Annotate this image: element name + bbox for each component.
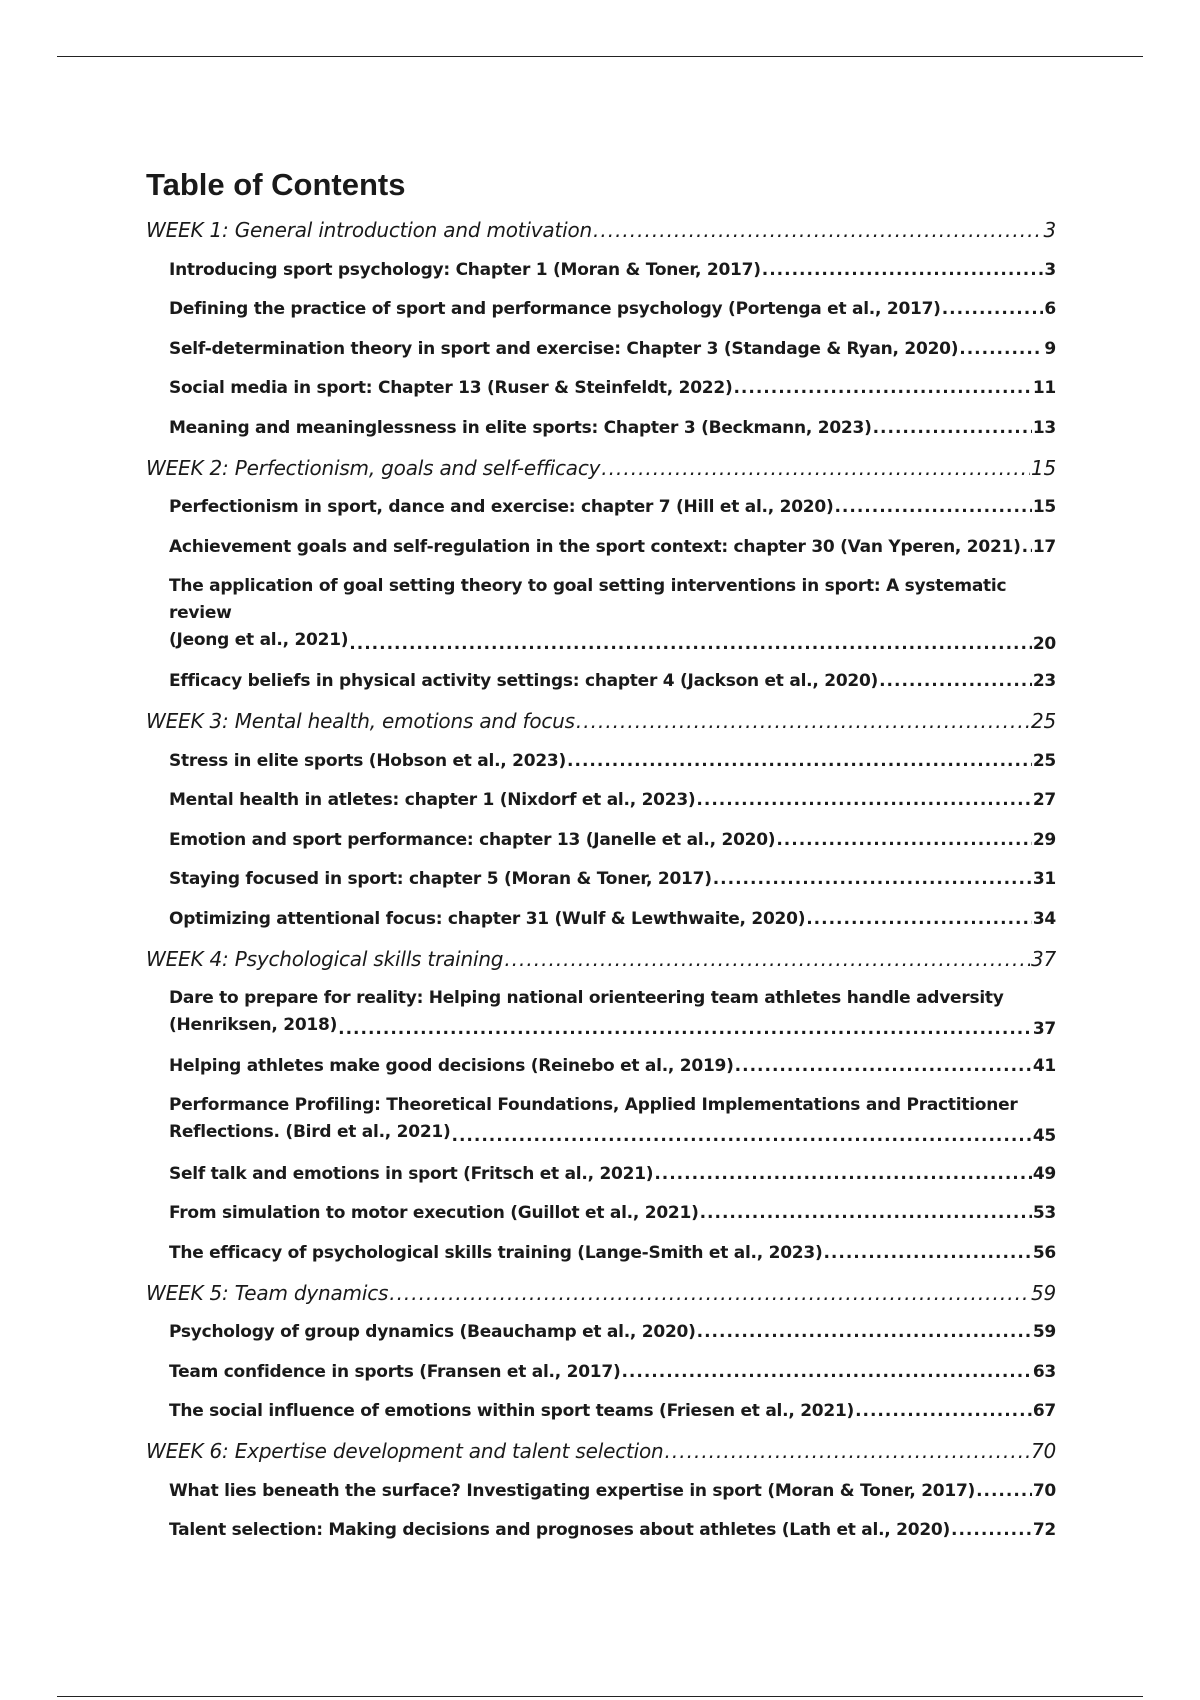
toc-entry[interactable] xyxy=(146,527,1056,567)
toc-entry-title: Helping athletes make good decisions (Reinebo et al., 2019) xyxy=(169,1056,734,1077)
toc-entry-title: Meaning and meaninglessness in elite sports: Chapter 3 (Beckmann, 2023) xyxy=(169,417,872,438)
toc-entry[interactable] xyxy=(146,1392,1056,1432)
toc-entry[interactable] xyxy=(146,1313,1056,1353)
toc-page-number: 70 xyxy=(1032,1480,1056,1501)
toc-page-number: 6 xyxy=(1044,299,1056,320)
dot-leader xyxy=(879,671,1032,691)
toc-entry[interactable] xyxy=(146,741,1056,781)
toc-page-number: 15 xyxy=(1030,455,1056,480)
toc-entry-title: Perfectionism in sport, dance and exercise: chapter 7 (Hill et al., 2020) xyxy=(169,497,834,518)
toc-heading: Table of Contents xyxy=(146,167,406,202)
toc-entry[interactable] xyxy=(146,1352,1056,1392)
toc-page-number: 15 xyxy=(1032,497,1056,518)
toc-entry[interactable] xyxy=(146,1233,1056,1273)
toc-entry[interactable] xyxy=(146,820,1056,860)
toc-entry-title: Stress in elite sports (Hobson et al., 2023) xyxy=(169,750,567,771)
toc-entry-title: The application of goal setting theory to goal setting interventions in sport: A systematic review xyxy=(169,575,1007,623)
toc-page-number: 27 xyxy=(1032,790,1056,811)
dot-leader xyxy=(713,869,1032,889)
toc-week-entry[interactable] xyxy=(146,1273,1056,1313)
toc-week-entry[interactable] xyxy=(146,1431,1056,1471)
toc-entry[interactable] xyxy=(146,1047,1056,1087)
dot-leader xyxy=(733,378,1031,398)
toc-entry-title: The social influence of emotions within sport teams (Friesen et al., 2021) xyxy=(169,1401,855,1422)
toc-page-number: 49 xyxy=(1032,1163,1056,1184)
toc-entry[interactable] xyxy=(146,1511,1056,1551)
toc-page-number: 23 xyxy=(1032,671,1056,692)
toc-entry-title: Performance Profiling: Theoretical Foundations, Applied Implementations and Practitioner xyxy=(169,1095,1018,1115)
dot-leader xyxy=(389,1281,1030,1305)
toc-page-number: 17 xyxy=(1032,536,1056,557)
dot-leader xyxy=(504,947,1030,971)
toc-entry[interactable] xyxy=(146,567,1056,662)
toc-entry[interactable] xyxy=(146,250,1056,290)
dot-leader xyxy=(696,790,1031,810)
toc-page-number: 13 xyxy=(1032,417,1056,438)
toc-page-number: 59 xyxy=(1030,1280,1056,1305)
dot-leader xyxy=(873,418,1032,438)
toc-entry-title: Team confidence in sports (Fransen et al., 2017) xyxy=(169,1361,621,1382)
toc-entry-title: Dare to prepare for reality: Helping national orienteering team athletes handle adversity xyxy=(169,987,1004,1008)
toc-entry-title: Mental health in atletes: chapter 1 (Nixdorf et al., 2023) xyxy=(169,790,696,811)
toc-page-number: 67 xyxy=(1032,1401,1056,1422)
toc-entry-title-cont: (Henriksen, 2018) xyxy=(169,1014,338,1035)
dot-leader xyxy=(567,751,1032,771)
toc-entry[interactable] xyxy=(146,662,1056,702)
dot-leader xyxy=(823,1243,1031,1263)
toc-page-number: 37 xyxy=(1030,946,1056,971)
toc-page-number: 72 xyxy=(1032,1520,1056,1541)
toc-week-entry[interactable] xyxy=(146,210,1056,250)
dot-leader xyxy=(349,633,1032,653)
table-of-contents xyxy=(146,165,1056,1550)
toc-entry-title: WEEK 2: Perfectionism, goals and self-efficacy xyxy=(146,455,601,480)
dot-leader xyxy=(452,1126,1032,1146)
toc-entry-title: WEEK 3: Mental health, emotions and focus xyxy=(146,709,575,733)
toc-entry[interactable] xyxy=(146,290,1056,330)
toc-entry[interactable] xyxy=(146,899,1056,939)
dot-leader xyxy=(942,299,1044,319)
toc-entry-title: The efficacy of psychological skills training (Lange-Smith et al., 2023) xyxy=(169,1242,823,1263)
toc-page-number: 37 xyxy=(1032,1018,1056,1039)
toc-entry[interactable] xyxy=(146,781,1056,821)
dot-leader xyxy=(338,1018,1032,1038)
dot-leader xyxy=(654,1164,1032,1184)
toc-page-number: 70 xyxy=(1030,1439,1056,1463)
dot-leader xyxy=(665,1439,1030,1463)
toc-entry[interactable] xyxy=(146,329,1056,369)
toc-entry-title: Achievement goals and self-regulation in the sport context: chapter 30 (Van Yperen, 2021) xyxy=(169,536,1021,557)
toc-page-number: 34 xyxy=(1032,908,1056,929)
toc-entry-title: From simulation to motor execution (Guillot et al., 2021) xyxy=(169,1203,699,1224)
toc-page-number: 3 xyxy=(1043,218,1056,242)
dot-leader xyxy=(806,909,1032,929)
dot-leader xyxy=(697,1322,1032,1342)
dot-leader xyxy=(601,456,1030,480)
toc-page-number: 29 xyxy=(1032,829,1056,850)
dot-leader xyxy=(976,1481,1032,1501)
toc-entry[interactable] xyxy=(146,1086,1056,1154)
toc-entry-title: WEEK 1: General introduction and motivation xyxy=(146,218,592,242)
toc-entry[interactable] xyxy=(146,488,1056,528)
toc-entry-title-cont: (Jeong et al., 2021) xyxy=(169,629,349,650)
toc-entry[interactable] xyxy=(146,369,1056,409)
toc-page-number: 3 xyxy=(1044,259,1056,280)
toc-entry-title: Efficacy beliefs in physical activity settings: chapter 4 (Jackson et al., 2020) xyxy=(169,671,879,692)
toc-entry[interactable] xyxy=(146,408,1056,448)
dot-leader xyxy=(951,1520,1032,1540)
toc-page-number: 56 xyxy=(1032,1242,1056,1263)
toc-page-number: 25 xyxy=(1032,750,1056,771)
toc-entry-title: Optimizing attentional focus: chapter 31 (Wulf & Lewthwaite, 2020) xyxy=(169,908,806,929)
toc-page-number: 20 xyxy=(1032,633,1056,654)
toc-entry-title: Emotion and sport performance: chapter 13 (Janelle et al., 2020) xyxy=(169,829,776,850)
toc-entry-title: What lies beneath the surface? Investigating expertise in sport (Moran & Toner, 2017) xyxy=(169,1480,976,1501)
toc-week-entry[interactable] xyxy=(146,701,1056,741)
dot-leader xyxy=(576,709,1030,733)
toc-page-number: 41 xyxy=(1032,1056,1056,1077)
toc-page-number: 9 xyxy=(1044,338,1056,359)
toc-week-entry[interactable] xyxy=(146,448,1056,488)
toc-page-number: 53 xyxy=(1032,1203,1056,1224)
toc-page-number: 63 xyxy=(1032,1361,1056,1382)
toc-entry-title: Staying focused in sport: chapter 5 (Moran & Toner, 2017) xyxy=(169,869,712,890)
toc-page-number: 45 xyxy=(1032,1126,1056,1146)
dot-leader xyxy=(735,1056,1032,1076)
dot-leader xyxy=(593,218,1042,242)
toc-entry-title: Social media in sport: Chapter 13 (Ruser & Steinfeldt, 2022) xyxy=(169,378,733,399)
toc-entry-title: Psychology of group dynamics (Beauchamp et al., 2020) xyxy=(169,1322,696,1343)
dot-leader xyxy=(1022,537,1032,557)
toc-week-entry[interactable] xyxy=(146,939,1056,979)
dot-leader xyxy=(762,260,1044,280)
toc-entry-title: Self talk and emotions in sport (Fritsch et al., 2021) xyxy=(169,1163,654,1184)
dot-leader xyxy=(834,497,1031,517)
toc-entry-title: Defining the practice of sport and performance psychology (Portenga et al., 2017) xyxy=(169,299,941,320)
dot-leader xyxy=(700,1203,1032,1223)
toc-entry[interactable] xyxy=(146,1194,1056,1234)
dot-leader xyxy=(855,1401,1032,1421)
toc-entry-title: Introducing sport psychology: Chapter 1 (Moran & Toner, 2017) xyxy=(169,259,761,280)
toc-entry-title: WEEK 4: Psychological skills training xyxy=(146,946,504,971)
dot-leader xyxy=(621,1362,1031,1382)
header-rule xyxy=(57,56,1143,57)
toc-entry-title-cont: Reflections. (Bird et al., 2021) xyxy=(169,1122,451,1142)
dot-leader xyxy=(959,339,1043,359)
dot-leader xyxy=(776,830,1032,850)
toc-page-number: 25 xyxy=(1030,709,1056,733)
toc-page-number: 11 xyxy=(1032,378,1056,399)
toc-entry[interactable] xyxy=(146,1154,1056,1194)
toc-entry-title: WEEK 5: Team dynamics xyxy=(146,1280,389,1305)
toc-entry[interactable] xyxy=(146,979,1056,1047)
toc-entry-title: Talent selection: Making decisions and prognoses about athletes (Lath et al., 2020) xyxy=(169,1520,951,1541)
toc-entry[interactable] xyxy=(146,860,1056,900)
toc-entry-title: WEEK 6: Expertise development and talent selection xyxy=(146,1439,664,1463)
toc-entry[interactable] xyxy=(146,1471,1056,1511)
toc-page-number: 59 xyxy=(1032,1322,1056,1343)
toc-entry-title: Self-determination theory in sport and exercise: Chapter 3 (Standage & Ryan, 2020) xyxy=(169,338,959,359)
toc-page-number: 31 xyxy=(1032,869,1056,890)
footer-rule xyxy=(57,1696,1143,1697)
